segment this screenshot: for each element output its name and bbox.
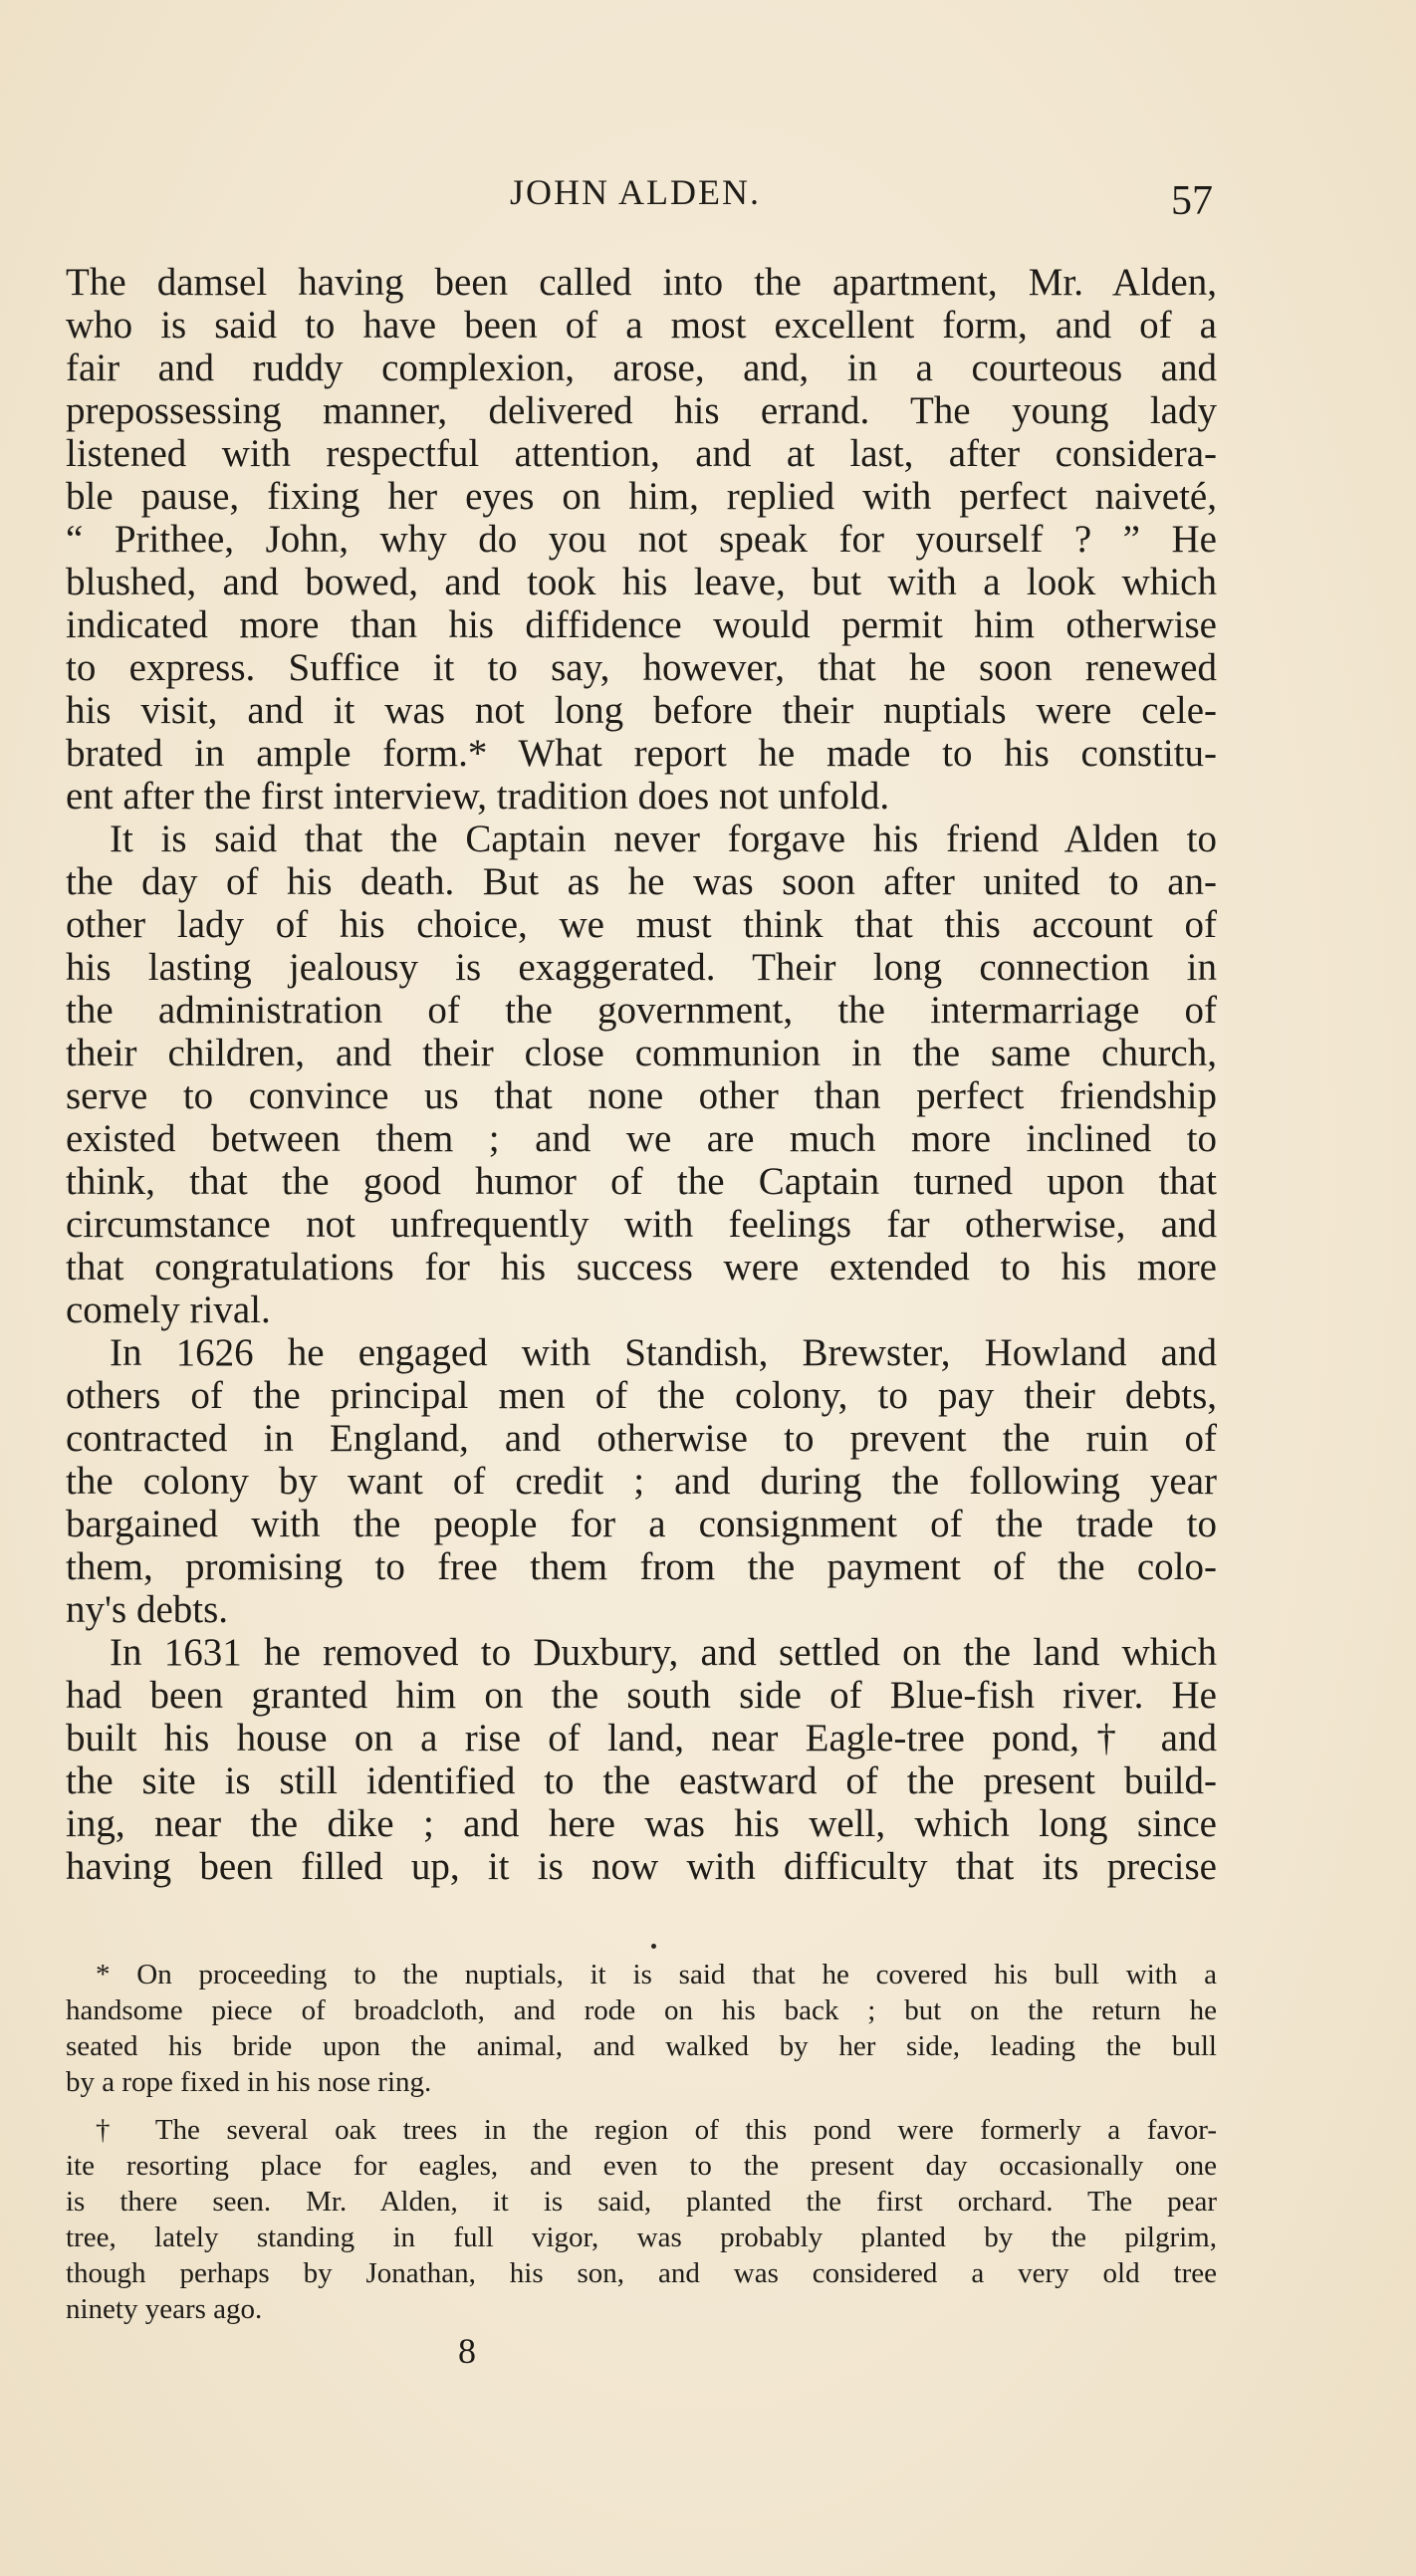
running-title: JOHN ALDEN. — [510, 172, 761, 212]
body-text — [66, 261, 1217, 1888]
footnote-line: handsome piece of broadcloth, and rode on his back ; but on the return he — [66, 1994, 1217, 2026]
footnotes — [66, 1957, 1217, 2327]
text-line: to express. Suffice it to say, however, that he soon renewed — [66, 646, 1217, 689]
paragraph-start-line: In 1626 he engaged with Standish, Brewster, Howland and — [110, 1331, 1217, 1374]
text-line: prepossessing manner, delivered his errand. The young lady — [66, 389, 1217, 432]
text-line: ny's debts. — [66, 1588, 229, 1631]
footnote-line: though perhaps by Jonathan, his son, and was considered a very old tree — [66, 2257, 1217, 2289]
text-line: that congratulations for his success were extended to his more — [66, 1246, 1217, 1288]
text-line: existed between them ; and we are much more inclined to — [66, 1117, 1217, 1160]
paragraph-start-line: It is said that the Captain never forgave his friend Alden to — [110, 818, 1217, 860]
footnote-line: * On proceeding to the nuptials, it is said that he covered his bull with a — [96, 1959, 1217, 1991]
text-line: his visit, and it was not long before their nuptials were cele- — [66, 689, 1217, 732]
footnote-line: ite resorting place for eagles, and even to the present day occasionally one — [66, 2150, 1217, 2182]
text-line: blushed, and bowed, and took his leave, but with a look which — [66, 561, 1217, 603]
text-line: the day of his death. But as he was soon after united to an- — [66, 860, 1217, 903]
text-line: brated in ample form.* What report he made to his constitu- — [66, 732, 1217, 775]
footnote-line: seated his bride upon the animal, and walked by her side, leading the bull — [66, 2030, 1217, 2062]
text-line: the colony by want of credit ; and during the following year — [66, 1460, 1217, 1503]
text-line: ble pause, fixing her eyes on him, replied with perfect naiveté, — [66, 475, 1217, 518]
text-line: think, that the good humor of the Captain turned upon that — [66, 1160, 1217, 1203]
text-line: built his house on a rise of land, near Eagle-tree pond,† and — [66, 1717, 1217, 1759]
footnote-line: by a rope fixed in his nose ring. — [66, 2066, 432, 2098]
text-line: their children, and their close communion in the same church, — [66, 1032, 1217, 1074]
text-line: fair and ruddy complexion, arose, and, in a courteous and — [66, 347, 1217, 389]
paragraph-start-line: In 1631 he removed to Duxbury, and settled on the land which — [110, 1631, 1217, 1674]
signature-mark: 8 — [458, 2331, 476, 2371]
text-line: listened with respectful attention, and at last, after considera- — [66, 432, 1217, 475]
text-line: others of the principal men of the colony, to pay their debts, — [66, 1374, 1217, 1417]
text-line: “ Prithee, John, why do you not speak for yourself ? ” He — [66, 518, 1217, 561]
text-line: them, promising to free them from the payment of the colo- — [66, 1545, 1217, 1588]
text-line: had been granted him on the south side of Blue-fish river. He — [66, 1674, 1217, 1717]
text-line: indicated more than his diffidence would permit him otherwise — [66, 603, 1217, 646]
text-line: circumstance not unfrequently with feelings far otherwise, and — [66, 1203, 1217, 1246]
page-number: 57 — [1171, 178, 1213, 224]
text-line: the site is still identified to the eastward of the present build- — [66, 1759, 1217, 1802]
text-line: having been filled up, it is now with difficulty that its precise — [66, 1845, 1217, 1888]
text-line: his lasting jealousy is exaggerated. Their long connection in — [66, 946, 1217, 989]
footnote-line: ninety years ago. — [66, 2293, 263, 2325]
footnote-line: † The several oak trees in the region of this pond were formerly a favor- — [96, 2114, 1217, 2146]
running-head — [0, 171, 1416, 224]
text-line: ing, near the dike ; and here was his well, which long since — [66, 1802, 1217, 1845]
footnote-line: is there seen. Mr. Alden, it is said, planted the first orchard. The pear — [66, 2186, 1217, 2218]
text-line: the administration of the government, the intermarriage of — [66, 989, 1217, 1032]
text-line: other lady of his choice, we must think that this account of — [66, 903, 1217, 946]
text-line: who is said to have been of a most excellent form, and of a — [66, 304, 1217, 347]
text-line: serve to convince us that none other than perfect friendship — [66, 1074, 1217, 1117]
separator-dot — [651, 1944, 656, 1949]
text-line: The damsel having been called into the apartment, Mr. Alden, — [66, 261, 1217, 304]
text-line: comely rival. — [66, 1288, 271, 1331]
text-line: contracted in England, and otherwise to prevent the ruin of — [66, 1417, 1217, 1460]
text-line: ent after the first interview, tradition does not unfold. — [66, 775, 890, 818]
text-line: bargained with the people for a consignment of the trade to — [66, 1503, 1217, 1545]
footnote-gap — [66, 2100, 1217, 2112]
footnote-line: tree, lately standing in full vigor, was probably planted by the pilgrim, — [66, 2222, 1217, 2253]
